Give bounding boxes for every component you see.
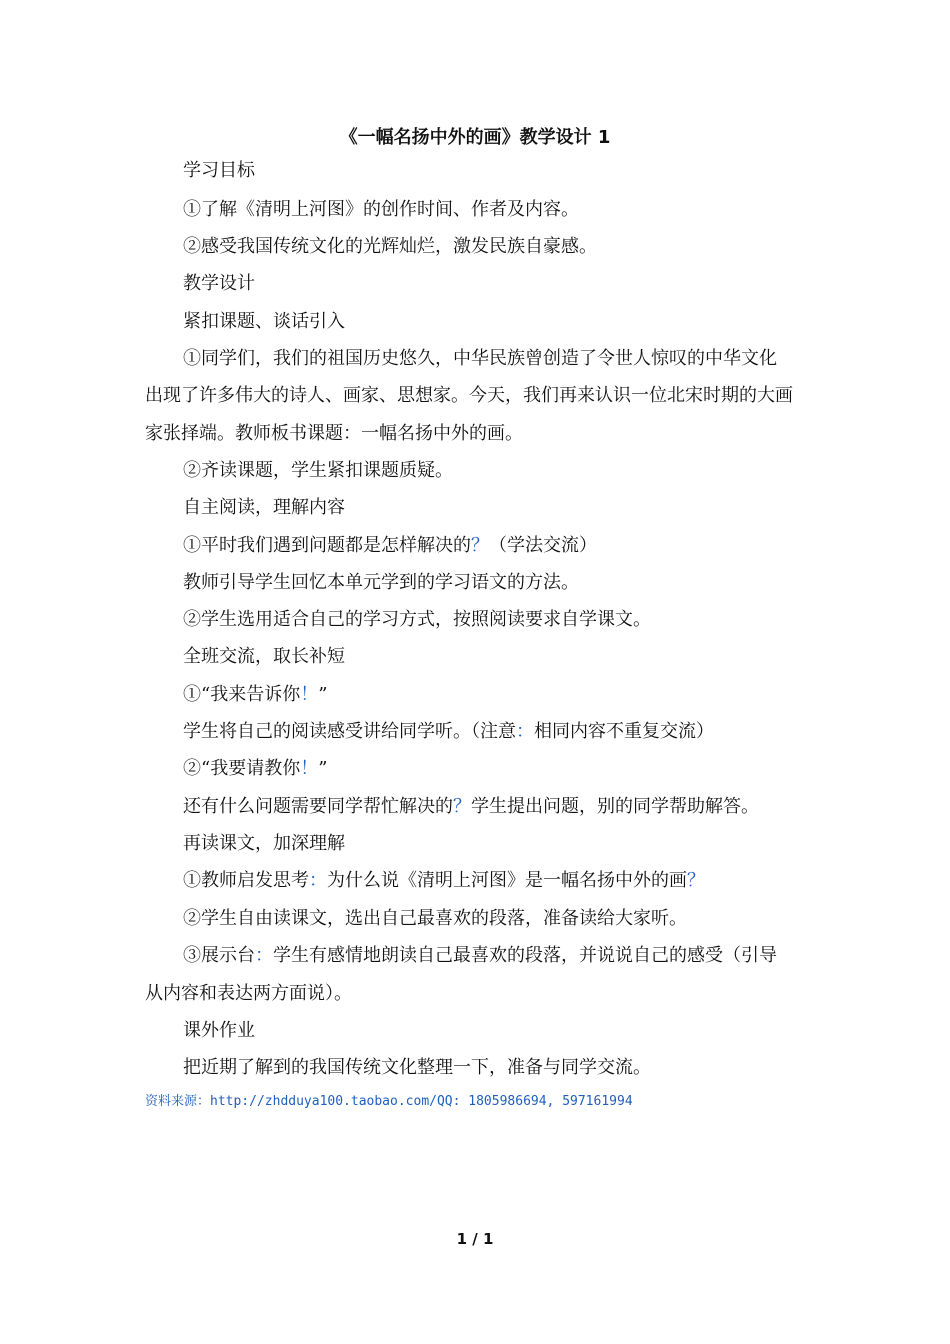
paragraph-line: [183, 942, 777, 970]
objective-1: ①了解《清明上河图》的创作时间、作者及内容。: [183, 199, 579, 220]
section-reading: 自主阅读，理解内容: [183, 497, 345, 518]
text-segment: 还有什么问题需要同学帮忙解决的: [183, 796, 453, 817]
paragraph-line: ②学生选用适合自己的学习方式，按照阅读要求自学课文。: [183, 609, 651, 630]
exclamation-mark: ！: [300, 684, 319, 705]
exclamation-mark: ！: [300, 758, 319, 779]
paragraph-line: 把近期了解到的我国传统文化整理一下，准备与同学交流。: [183, 1057, 651, 1078]
paragraph-line: ②学生自由读课文，选出自己最喜欢的段落，准备读给大家听。: [183, 908, 687, 929]
paragraph-line: 从内容和表达两方面说）。: [145, 983, 352, 1004]
paragraph-line: [183, 718, 714, 746]
section-homework: 课外作业: [183, 1020, 255, 1041]
colon-mark: ：: [255, 945, 273, 966]
paragraph-line: [183, 755, 327, 783]
text-segment: ③展示台: [183, 945, 255, 966]
text-segment: 学生有感情地朗读自己最喜欢的段落，并说说自己的感受（引导: [273, 945, 777, 966]
text-segment: 学生提出问题，别的同学帮助解答。: [471, 796, 759, 817]
text-segment: （学法交流）: [489, 535, 597, 556]
section-reread: 再读课文，加深理解: [183, 833, 345, 854]
text-segment: ①教师启发思考: [183, 870, 309, 891]
text-segment: ①“我来告诉你: [183, 684, 301, 705]
section-intro: 紧扣课题、谈话引入: [183, 311, 345, 332]
paragraph-line: 出现了许多伟大的诗人、画家、思想家。今天，我们再来认识一位北宋时期的大画: [145, 385, 793, 406]
text-segment: ②“我要请教你: [183, 758, 301, 779]
colon-mark: ：: [516, 721, 534, 742]
text-segment: ”: [318, 684, 328, 705]
objective-2: ②感受我国传统文化的光辉灿烂，激发民族自豪感。: [183, 236, 597, 257]
paragraph-line: [183, 793, 759, 821]
question-mark: ？: [471, 535, 489, 556]
paragraph-line: [183, 532, 597, 560]
page-number: 1 / 1: [456, 1230, 494, 1248]
text-segment: ①平时我们遇到问题都是怎样解决的: [183, 535, 471, 556]
paragraph-line: 教师引导学生回忆本单元学到的学习语文的方法。: [183, 572, 579, 593]
question-mark: ？: [453, 796, 471, 817]
paragraph-line: [183, 681, 327, 709]
section-exchange: 全班交流，取长补短: [183, 646, 345, 667]
text-segment: 为什么说《清明上河图》是一幅名扬中外的画: [327, 870, 687, 891]
colon-mark: ：: [309, 870, 327, 891]
paragraph-line: 家张择端。教师板书课题：一幅名扬中外的画。: [145, 423, 523, 444]
heading-design: 教学设计: [183, 273, 255, 294]
paragraph-line: ①同学们，我们的祖国历史悠久，中华民族曾创造了令世人惊叹的中华文化: [183, 348, 777, 369]
paragraph-line: ②齐读课题，学生紧扣课题质疑。: [183, 460, 453, 481]
text-segment: ”: [318, 758, 328, 779]
heading-objectives: 学习目标: [183, 160, 255, 181]
text-segment: 相同内容不重复交流）: [534, 721, 714, 742]
page-title: 《一幅名扬中外的画》教学设计 1: [339, 127, 611, 148]
question-mark: ？: [687, 870, 705, 891]
paragraph-line: [183, 867, 705, 895]
source-link[interactable]: 资料来源：http://zhdduya100.taobao.com/QQ: 1805986694, 597161994: [145, 1094, 633, 1109]
text-segment: 学生将自己的阅读感受讲给同学听。（注意: [183, 721, 516, 742]
